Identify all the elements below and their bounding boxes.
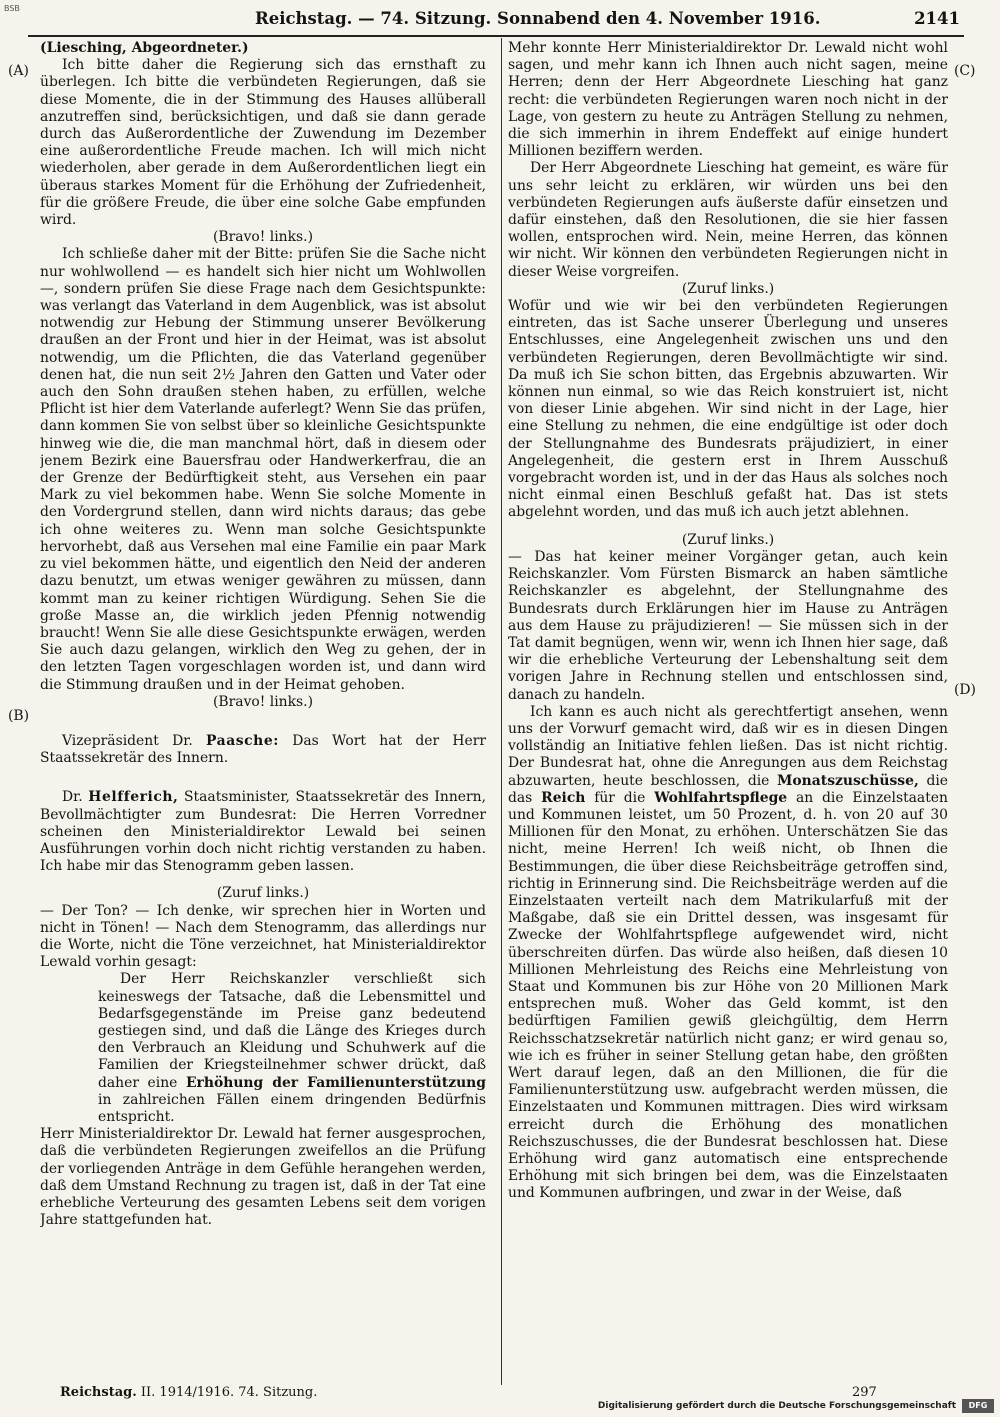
emphasis: Reich xyxy=(541,789,586,806)
quotation: Der Herr Reichskanzler verschließt sich keineswegs der Tatsache, daß die Lebensmittel und Bedarfsgegenstände im Preise ganz bedeutend gestiegen sind, und daß die Länge des Krieges durch den Verbrauch an Kleidung und Schuhwerk auf die Familien der Kriegsteilnehmer schwer drückt, daß daher eine Erhöhung der Familienunterstützung in zahlreichen Fällen einem dringenden Bedürfnis entspricht. xyxy=(98,971,486,1125)
right-column xyxy=(508,40,948,1385)
paragraph: — Der Ton? — Ich denke, wir sprechen hier in Worten und nicht in Tönen! — Nach dem Stenogramm, das allerdings nur die Worte, nicht die Töne verzeichnet, hat Ministerialdirektor Lewald vorhin gesagt: xyxy=(40,902,486,971)
emphasis: Monatszuschüsse, xyxy=(777,772,919,789)
signature-number: 297 xyxy=(852,1385,877,1400)
interjection: (Bravo! links.) xyxy=(213,693,313,710)
running-header xyxy=(255,6,960,32)
emphasis: Erhöhung der Familienunterstützung xyxy=(185,1074,486,1091)
emphasis: Wohlfahrtspflege xyxy=(654,789,788,806)
vice-president-statement: Vizepräsident Dr. Paasche: Das Wort hat der Herr Staatssekretär des Innern. xyxy=(40,732,486,767)
paragraph: Mehr konnte Herr Ministerialdirektor Dr. Lewald nicht wohl sagen, und mehr kann ich Ihnen auch nicht sagen, meine Herren; denn der Herr Abgeordnete Liesching hat ganz recht: die verbündeten Regierungen waren noch nicht in der Lage, von gestern zu heute zu Anträgen Stellung zu nehmen, die sich immerhin in ihrem Endeffekt auf einige hundert Millionen beziffern werden. xyxy=(508,40,948,160)
header-rule xyxy=(28,35,964,37)
margin-letter-c: (C) xyxy=(954,63,976,79)
library-stamp: BSB xyxy=(4,4,20,13)
digitization-note: Digitalisierung gefördert durch die Deutsche Forschungsgemeinschaft xyxy=(597,1401,956,1411)
paragraph: — Das hat keiner meiner Vorgänger getan, auch kein Reichskanzler. Vom Fürsten Bismarck an haben sämtliche Reichskanzler es abgelehnt, der Stellungnahme des Bundesrats durch Erklärungen hier im Hause zu Anträgen aus dem Hause zu präjudizieren! — Sie müssen sich in der Tat damit begnügen, wenn wir, wenn ich Ihnen hier sage, daß wir die erhebliche Verteurung der Lebenshaltung seit dem vorigen Jahre in Rechnung stellen und entschlossen sind, danach zu handeln. xyxy=(508,548,948,703)
dfg-logo: DFG xyxy=(962,1399,994,1413)
interjection: (Zuruf links.) xyxy=(216,885,310,902)
running-title: Reichstag. — 74. Sitzung. Sonnabend den 4. November 1916. xyxy=(255,9,821,28)
margin-letter-d: (D) xyxy=(954,682,976,698)
interjection: (Bravo! links.) xyxy=(213,229,313,246)
left-column xyxy=(40,40,486,1385)
margin-letter-a: (A) xyxy=(8,63,29,79)
margin-letter-b: (B) xyxy=(8,708,30,724)
paragraph: Herr Ministerialdirektor Dr. Lewald hat ferner ausgesprochen, daß die verbündeten Regierungen zweifellos an die Prüfung der vorliegenden Anträge in dem Gefühle herangehen werden, daß dem Umstand Rechnung zu tragen ist, daß in der Tat eine erhebliche Verteurung des gesamten Lebens seit dem vorigen Jahre stattgefunden hat. xyxy=(40,1126,486,1229)
page-number: 2141 xyxy=(914,9,960,28)
paragraph: Ich schließe daher mit der Bitte: prüfen Sie die Sache nicht nur wohlwollend — es handelt sich hier nicht um Wohlwollen —, sondern prüfen Sie diese Frage nach dem Gesichtspunkte: was verlangt das Vaterland in dem Augenblick, was ist absolut notwendig zur Hebung der Stimmung unserer Bevölkerung draußen an der Front und hier in der Heimat, was ist absolut notwendig, um die Pflichten, die das Vaterland gegenüber denen hat, die nun seit 2½ Jahren den Gatten und Vater oder auch den Sohn draußen stehen haben, zu erfüllen, welche Pflicht ist hier dem Vaterlande auferlegt? Wenn Sie das prüfen, dann kommen Sie von selbst über so kleinliche Gesichtspunkte hinweg wie die, die man manchmal hört, daß in diesem oder jenem Bezirk eine Bauersfrau oder Handwerkerfrau, die an der Grenze der Bedürftigkeit steht, aus Versehen ein paar Mark zu viel bekommen habe. Wenn Sie solche Momente in den Vordergrund stellen, dann wird nichts daraus; das gebe ich ohne weiteres zu. Wenn man solche Gesichtspunkte hervorhebt, daß aus Versehen mal eine Familie ein paar Mark zu viel bekommen hätte, und eigentlich den Neid der anderen dazu benutzt, um etwas weniger gewähren zu müssen, dann kommt man zu keiner richtigen Würdigung. Sehen Sie die große Masse an, die wirklich jeden Pfennig notwendig braucht! Wenn Sie alle diese Gesichtspunkte erwägen, werden Sie auch dazu gelangen, wirklich den Weg zu gehen, der in den letzten Tagen vorgeschlagen worden ist, und dann wird die Stimmung draußen und in der Heimat gehoben. xyxy=(40,246,486,693)
paragraph: Wofür und wie wir bei den verbündeten Regierungen eintreten, das ist Sache unserer Überlegung und unseres Entschlusses, eine Angelegenheit zwischen uns und den verbündeten Regierungen, deren Bevollmächtigte wir sind. Da muß ich Sie schon bitten, das Ergebnis abzuwarten. Wir können nun einmal, so wie das Reich konstruiert ist, nicht von dieser Linie abgehen. Wir sind nicht in der Lage, hier eine Stellung zu nehmen, die eine endgültige ist oder doch der Stellungnahme des Bundesrats präjudiziert, in einer Angelegenheit, die gestern erst in Ihrem Ausschuß vorgebracht worden ist, und in der das Haus als solches noch nicht einmal einen Beschluß gefaßt hat. Das ist stets abgelehnt worden, und das muß ich auch jetzt ablehnen. xyxy=(508,298,948,521)
paragraph: Ich kann es auch nicht als gerechtfertigt ansehen, wenn uns der Vorwurf gemacht wird, daß wir es in diesen Dingen vollständig an Initiative fehlen ließen. Das ist nicht richtig. Der Bundesrat hat, ohne die Anregungen aus dem Reichstag abzuwarten, heute beschlossen, die Monatszuschüsse, die das Reich für die Wohlfahrtspflege an die Einzelstaaten und Kommunen leistet, um 50 Prozent, d. h. von 20 auf 30 Millionen für den Monat, zu erhöhen. Unterschätzen Sie das nicht, meine Herren! Ich weiß nicht, ob Ihnen die Bestimmungen, die über diese Reichsbeiträge getroffen sind, richtig in Erinnerung sind. Die Reichsbeiträge werden auf die Einzelstaaten verteilt nach dem Matrikularfuß mit der Maßgabe, daß sie ein Drittel dessen, was insgesamt für Zwecke der Wohlfahrtspflege aufgewendet wird, nicht überschreiten dürfen. Das würde also heißen, daß diesen 10 Millionen Mehrleistung des Reichs eine Mehrleistung von Staat und Kommunen bis zur Höhe von 20 Millionen Mark entsprechen muß. Woher das Geld kommt, ist den bedürftigen Familien gewiß gleichgültig, dem Herrn Reichsschatzsekretär natürlich nicht ganz; er wird genau so, wie ich es früher in seiner Stellung getan habe, den größten Wert darauf legen, daß an den Millionen, die für die Familienunterstützung usw. aufgebracht werden müssen, die Einzelstaaten und Kommunen mittragen. Dies wird wirksam erreicht durch die Erhöhung des monatlichen Reichszuschusses, die der Bundesrat beschlossen hat. Diese Erhöhung wird ganz automatisch eine entsprechende Erhöhung mit sich bringen bei dem, was die Einzelstaaten und Kommunen aufbringen, und zwar in der Weise, daß xyxy=(508,703,948,1202)
paragraph: Ich bitte daher die Regierung sich das ernsthaft zu überlegen. Ich bitte die verbündeten Regierungen, daß sie diese Momente, die in der Stimmung des Hauses allüberall anzutreffen sind, berücksichtigen, und daß sie dann gerade durch das Außerordentliche der Zuwendung im Dezember eine außerordentliche Freude machen. Ich will mich nicht wiederholen, aber gerade in dem Außerordentlichen liegt ein überaus starkes Moment für die Erhöhung der Zufriedenheit, für die größere Freude, die über eine solche Gabe empfunden wird. xyxy=(40,57,486,229)
speaker-continuation: (Liesching, Abgeordneter.) xyxy=(40,40,249,56)
footer-left: Reichstag. II. 1914/1916. 74. Sitzung. xyxy=(60,1385,318,1400)
interjection: (Zuruf links.) xyxy=(681,280,775,297)
speaker-name: Helfferich, xyxy=(88,789,179,806)
paragraph: Der Herr Abgeordnete Liesching hat gemeint, es wäre für uns sehr leicht zu erklären, wir würden uns bei den verbündeten Regierungen aufs äußerste dafür einsetzen und dafür einstehen, daß den Resolutionen, die sie hier fassen wollen, entsprochen wird. Nein, meine Herren, das können wir nicht. Wir können den verbündeten Regierungen nicht in dieser Weise vorgreifen. xyxy=(508,160,948,280)
speaker-name: Paasche: xyxy=(206,732,279,749)
helfferich-intro: Dr. Helfferich, Staatsminister, Staatssekretär des Innern, Bevollmächtigter zum Bundesrat: Die Herren Vorredner scheinen den Ministerialdirektor Lewald bei seinen Ausführungen vorhin doch nicht richtig verstanden zu haben. Ich habe mir das Stenogramm geben lassen. xyxy=(40,789,486,875)
interjection: (Zuruf links.) xyxy=(681,531,775,548)
column-divider xyxy=(501,38,502,1385)
